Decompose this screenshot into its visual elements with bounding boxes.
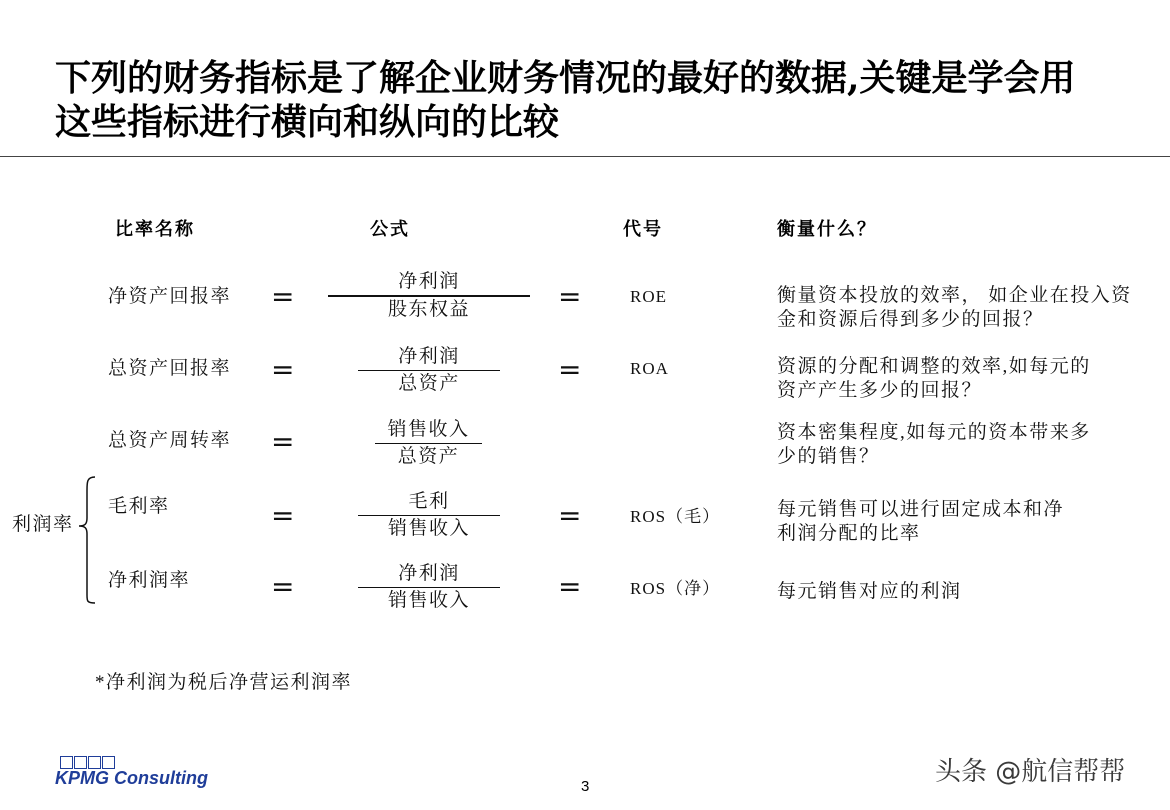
formula-numerator: 销售收入: [387, 419, 470, 440]
ratio-name: 总资产周转率: [108, 430, 232, 451]
formula-denominator: 总资产: [397, 446, 460, 467]
fraction-bar: [328, 295, 530, 297]
description-line: 利润分配的比率: [777, 523, 921, 544]
ratio-name: 毛利率: [108, 496, 170, 517]
formula-numerator: 净利润: [398, 563, 460, 584]
fraction-bar: [358, 587, 500, 588]
ratio-description: [777, 284, 1132, 332]
ratio-code: ROA: [630, 359, 669, 378]
equals-sign: =: [558, 353, 582, 386]
formula-fraction: [358, 491, 500, 540]
ratio-code: ROE: [630, 287, 667, 306]
ratio-name: 总资产回报率: [108, 358, 232, 379]
formula-numerator: 净利润: [398, 271, 460, 292]
equals-sign: =: [558, 570, 582, 603]
formula-denominator: 总资产: [398, 373, 460, 394]
header-formula: 公式: [370, 219, 410, 239]
equals-sign: =: [558, 499, 582, 532]
ratio-description: [777, 421, 1091, 469]
equals-sign: =: [271, 280, 295, 313]
description-line: 衡量资本投放的效率， 如企业在投入资: [777, 285, 1132, 306]
ratio-name: 净资产回报率: [108, 286, 232, 307]
fraction-bar: [375, 443, 482, 444]
equals-sign: =: [271, 570, 295, 603]
formula-fraction: [358, 346, 500, 395]
description-line: 少的销售？: [777, 446, 880, 467]
title-divider: [0, 156, 1170, 157]
ratio-code: ROS（毛）: [630, 507, 721, 526]
formula-fraction: [375, 419, 482, 468]
formula-fraction: [358, 563, 500, 612]
watermark: 头条 @航信帮帮: [935, 757, 1126, 787]
title-line-2: 这些指标进行横向和纵向的比较: [55, 101, 560, 143]
description-line: 每元销售对应的利润: [777, 581, 962, 602]
description-line: 资产产生多少的回报？: [777, 380, 983, 401]
equals-sign: =: [271, 499, 295, 532]
header-ratio-name: 比率名称: [115, 219, 195, 239]
description-line: 金和资源后得到多少的回报？: [777, 309, 1044, 330]
ratio-description: [777, 355, 1091, 403]
equals-sign: =: [271, 425, 295, 458]
header-code: 代号: [623, 219, 663, 239]
ratio-code: ROS（净）: [630, 579, 721, 598]
description-line: 每元销售可以进行固定成本和净: [777, 499, 1065, 520]
page-number: 3: [581, 778, 590, 795]
description-line: 资源的分配和调整的效率,如每元的: [777, 356, 1091, 377]
equals-sign: =: [558, 280, 582, 313]
equals-sign: =: [271, 353, 295, 386]
description-line: 资本密集程度,如每元的资本带来多: [777, 422, 1091, 443]
group-label: 利润率: [12, 514, 74, 535]
footnote: *净利润为税后净营运利润率: [95, 672, 353, 693]
title-line-1: 下列的财务指标是了解企业财务情况的最好的数据,关键是学会用: [55, 57, 1076, 99]
header-measure: 衡量什么？: [777, 219, 877, 239]
formula-denominator: 销售收入: [387, 518, 470, 539]
brand-name: KPMG Consulting: [55, 768, 208, 788]
formula-numerator: 毛利: [408, 491, 450, 512]
ratio-name: 净利润率: [108, 570, 191, 591]
ratio-description: [777, 580, 962, 604]
fraction-bar: [358, 370, 500, 371]
formula-denominator: 销售收入: [387, 590, 470, 611]
fraction-bar: [358, 515, 500, 516]
curly-brace: [75, 470, 105, 610]
formula-denominator: 股东权益: [387, 299, 470, 320]
formula-fraction: [328, 271, 530, 321]
formula-numerator: 净利润: [398, 346, 460, 367]
ratio-description: [777, 498, 1064, 546]
